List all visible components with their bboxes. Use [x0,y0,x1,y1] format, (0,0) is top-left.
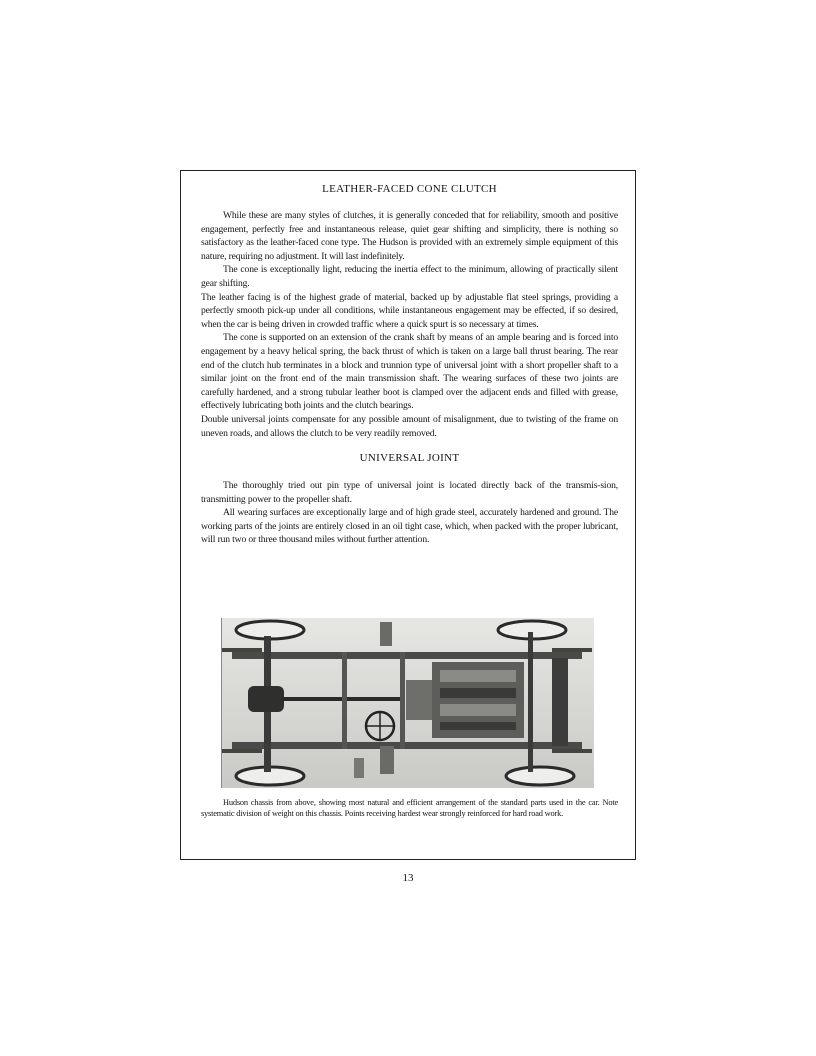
chassis-illustration [222,618,594,788]
body-text [201,182,618,547]
section-heading-universal-joint: UNIVERSAL JOINT [359,452,460,465]
paragraph: Double universal joints compensate for any possible amount of misalignment, due to twisting of the frame on uneven roads, and allows the clutch to be very readily removed. [201,413,618,439]
section-heading-clutch: LEATHER-FACED CONE CLUTCH [322,183,497,195]
paragraph: All wearing surfaces are exceptionally large and of high grade steel, accurately hardened and ground. The working parts of the joints are entirely closed in an oil tight case, which, when packed with the proper lubricant, will run two or three thousand miles without further attention. [201,507,618,546]
figure-caption: Hudson chassis from above, showing most natural and efficient arrangement of the standard parts used in the car. Note systematic division of weight on this chassis. Points receiving hardest wear strongly reinforced for hard road work. [201,798,618,819]
paragraph: The thoroughly tried out pin type of universal joint is located directly back of the transmis-sion, transmitting power to the propeller shaft. [201,480,618,505]
page-number: 13 [402,872,414,884]
paragraph: The leather facing is of the highest grade of material, backed up by adjustable flat steel springs, providing a perfectly smooth pick-up under all conditions, while instantaneous engagement may be effected, if so desired, when the car is being driven in crowded traffic where a quick spurt is so necessary at times. [201,291,618,330]
paragraph: The cone is exceptionally light, reducing the inertia effect to the minimum, allowing of practically silent gear shifting. [201,264,618,289]
paragraph: While these are many styles of clutches, it is generally conceded that for reliability, smooth and positive engagement, perfectly free and instantaneous release, quiet gear shifting and simplicity, there is nothing so satisfactory as the leather-faced cone type. The Hudson is provided with an extremely simple equipment of this nature, requiring no adjustment. It will last indefinitely. [201,210,618,262]
page-frame [180,170,636,860]
chassis-photo [221,618,594,788]
paragraph: The cone is supported on an extension of the crank shaft by means of an ample bearing and is forced into engagement by a heavy helical spring, the back thrust of which is taken on a large ball thrust bearing. The rear end of the clutch hub terminates in a block and trunnion type of universal joint with a short propeller shaft to a similar joint on the front end of the main transmission shaft. The wearing surfaces of these two joints are carefully hardened, and a strong tubular leather boot is clamped over the adjacent ends and filled with grease, effectively lubricating both joints and the clutch bearings. [201,332,618,412]
